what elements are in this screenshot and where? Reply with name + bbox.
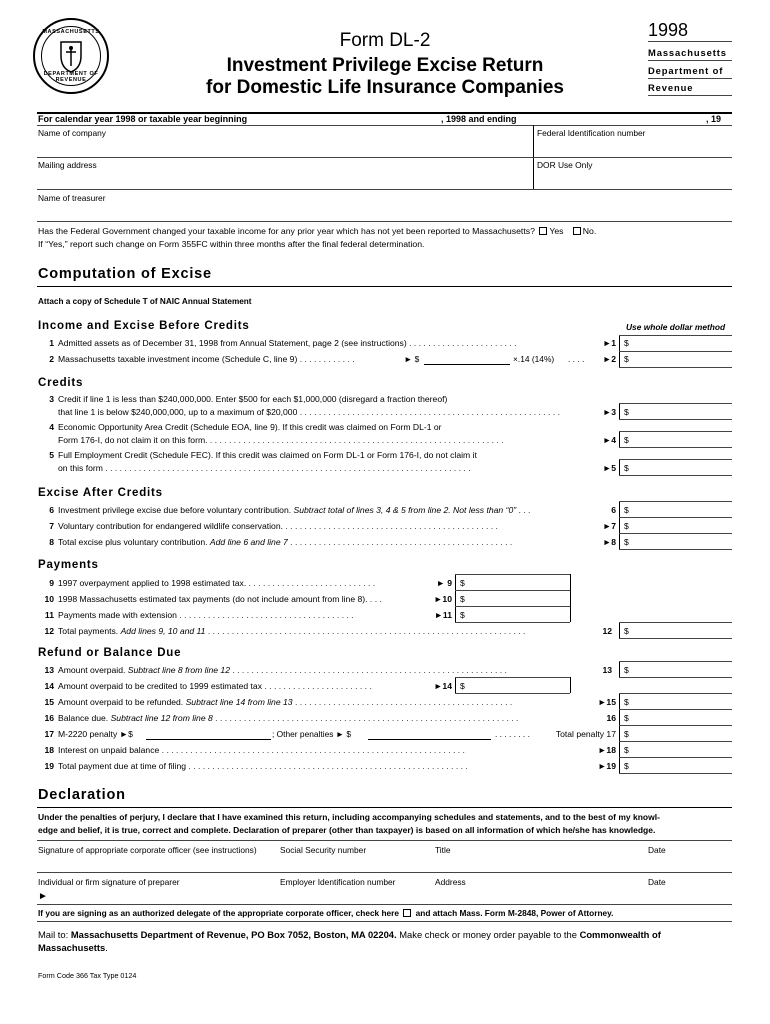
federal-change-no-checkbox[interactable] (573, 227, 581, 235)
line-11: 11 Payments made with extension . . . . . . . . . . . . . . . . . . . . . . . . . . . . . . . . . . . . . (44, 610, 354, 620)
line-16-amount-field[interactable] (642, 710, 730, 724)
m2220-penalty-field[interactable] (146, 739, 271, 740)
line-4-amount-field[interactable] (642, 432, 730, 446)
ein-label: Employer Identification number (280, 877, 396, 887)
income-section-heading: Income and Excise Before Credits (38, 320, 250, 332)
line-8: 8 Total excise plus voluntary contribution. Add line 6 and line 7 . . . . . . . . . . . . . . . . . . . . . . . . . . . . . . . . . . . . . . . . . . . . . . . (49, 537, 513, 547)
form-code: Form Code 366 Tax Type 0124 (38, 971, 137, 980)
dor-line-1: Massachusetts (648, 47, 727, 58)
line-9-amount-field[interactable] (476, 575, 568, 589)
computation-heading: Computation of Excise (38, 266, 212, 282)
seal-top-text: MASSACHUSETTS (42, 29, 100, 35)
mail-to-line-2: Massachusetts. (38, 942, 108, 953)
line-1-dollar: $ (624, 338, 629, 348)
title-label: Title (435, 845, 451, 855)
line-2-amount-field[interactable] (642, 352, 730, 366)
line-10-dollar: $ (460, 594, 465, 604)
line-18: 18 Interest on unpaid balance . . . . . . . . . . . . . . . . . . . . . . . . . . . . . . . . . . . . . . . . . . . . . . . . . . . . . . . . . . . . . . . . (44, 745, 465, 755)
line-12-amount-field[interactable] (642, 623, 730, 637)
whole-dollar-note: Use whole dollar method (626, 322, 726, 332)
total-penalty-dots: . . . . . . . . (495, 729, 530, 739)
line-6-amount-field[interactable] (642, 502, 730, 516)
seal-bottom-text: DEPARTMENT OF REVENUE (43, 71, 99, 83)
form-title-line1: Investment Privilege Excise Return (226, 55, 544, 76)
sign-arrow-icon: ► (38, 891, 48, 902)
line-3b: that line 1 is below $240,000,000, up to a maximum of $20,000 . . . . . . . . . . . . . . . . . . . . . . . . . . . . . . . . . . . . . . . . . . . . . . . . . . . . . . . (58, 407, 560, 417)
dor-line-3: Revenue (648, 82, 694, 93)
tax-year: 1998 (648, 20, 689, 40)
line-6: 6 Investment privilege excise due before voluntary contribution. Subtract total of lines 3, 4 & 5 from line 2. Not less than “0” . . . (49, 505, 531, 515)
credits-heading: Credits (38, 377, 84, 389)
line-5-ref: ►5 (602, 463, 616, 473)
line-13-ref: 13 (602, 665, 612, 675)
federal-change-question: Has the Federal Government changed your taxable income for any prior year which has not yet been reported to Massachusetts? Yes No. (38, 226, 597, 236)
line-16-ref: 16 (606, 713, 616, 723)
line-9-dollar: $ (460, 578, 465, 588)
line-10-ref: ►10 (433, 594, 452, 604)
line-11-amount-field[interactable] (476, 607, 568, 621)
mailing-address-label: Mailing address (38, 160, 97, 170)
line-2-dollar: $ (624, 354, 629, 364)
line-8-amount-field[interactable] (642, 534, 730, 548)
line-7-amount-field[interactable] (642, 518, 730, 532)
line-19-dollar: $ (624, 761, 629, 771)
line-13-dollar: $ (624, 665, 629, 675)
line-5-amount-field[interactable] (642, 460, 730, 474)
line-4-ref: ►4 (602, 435, 616, 445)
date-label-1: Date (648, 845, 666, 855)
line-1-ref: ►1 (602, 338, 616, 348)
preparer-signature-label: Individual or firm signature of preparer (38, 877, 180, 887)
line-15: 15 Amount overpaid to be refunded. Subtract line 14 from line 13 . . . . . . . . . . . . . . . . . . . . . . . . . . . . . . . . . . . . . . . . . . . . . . (44, 697, 513, 707)
ssn-label: Social Security number (280, 845, 367, 855)
line-2: 2 Massachusetts taxable investment income (Schedule C, line 9) . . . . . . . . . . . . (49, 354, 355, 364)
line-13: 13 Amount overpaid. Subtract line 8 from line 12 . . . . . . . . . . . . . . . . . . . . . . . . . . . . . . . . . . . . . . . . . . . . . . . . . . . . . . . . . . (44, 665, 507, 675)
line-5b: on this form . . . . . . . . . . . . . . . . . . . . . . . . . . . . . . . . . . . . . . . . . . . . . . . . . . . . . . . . . . . . . . . . . . . . . . . . . . . . . (58, 463, 471, 473)
form-title-line2: for Domestic Life Insurance Companies (206, 77, 564, 98)
payments-heading: Payments (38, 559, 99, 571)
address-label: Address (435, 877, 466, 887)
declaration-text-1: Under the penalties of perjury, I declare that I have examined this return, including accompanying schedules and statements, and to the best of my knowl- (38, 812, 660, 822)
line-4a: 4 Economic Opportunity Area Credit (Schedule EOA, line 9). If this credit was claimed on Form DL-1 or (49, 422, 442, 432)
line-10: 10 1998 Massachusetts estimated tax payments (do not include amount from line 8). . . . (44, 594, 382, 604)
delegate-note: If you are signing as an authorized delegate of the appropriate corporate officer, check here and attach Mass. Form M-2848, Power of Attorney. (38, 908, 614, 918)
line-7: 7 Voluntary contribution for endangered wildlife conservation. . . . . . . . . . . . . . . . . . . . . . . . . . . . . . . . . . . . . . . . . . . . . . (49, 521, 498, 531)
line-6-ref: 6 (611, 505, 616, 515)
form-number: Form DL-2 (339, 30, 431, 51)
line-2-rate: ×.14 (14%) (513, 354, 555, 364)
line-17-dollar: $ (624, 729, 629, 739)
line-11-dollar: $ (460, 610, 465, 620)
line-15-ref: ►15 (597, 697, 616, 707)
line-4-dollar: $ (624, 435, 629, 445)
line-15-amount-field[interactable] (642, 694, 730, 708)
company-name-label: Name of company (38, 128, 106, 138)
total-penalty-label: Total penalty 17 (555, 729, 616, 739)
line-3-amount-field[interactable] (642, 404, 730, 418)
line-12-dollar: $ (624, 626, 629, 636)
line-17-amount-field[interactable] (642, 726, 730, 740)
line-2-income-field[interactable] (424, 364, 510, 365)
line-10-amount-field[interactable] (476, 591, 568, 605)
declaration-text-2: edge and belief, it is true, correct and complete. Declaration of preparer (other than taxpayer) is based on all information of which he/she has knowledge. (38, 825, 656, 835)
delegate-checkbox[interactable] (403, 909, 411, 917)
line-2-dots: . . . . (568, 354, 585, 364)
line-12-ref: 12 (602, 626, 612, 636)
treasurer-label: Name of treasurer (38, 193, 106, 203)
line-7-ref: ►7 (602, 521, 616, 531)
line-14-amount-field[interactable] (476, 678, 568, 692)
line-19: 19 Total payment due at time of filing . . . . . . . . . . . . . . . . . . . . . . . . . . . . . . . . . . . . . . . . . . . . . . . . . . . . . . . . . . . (44, 761, 468, 771)
refund-heading: Refund or Balance Due (38, 647, 182, 659)
dor-line-2: Department of (648, 65, 724, 76)
line-14-dollar: $ (460, 681, 465, 691)
line-11-ref: ►11 (434, 610, 452, 620)
line-5a: 5 Full Employment Credit (Schedule FEC). If this credit was claimed on Form DL-1 or Form 176-I, do not claim it (49, 450, 477, 460)
line-2-mid: ► $ (404, 354, 420, 364)
line-4b: Form 176-I, do not claim it on this form. . . . . . . . . . . . . . . . . . . . . . . . . . . . . . . . . . . . . . . . . . . . . . . . . . . . . . . . . . . . . . . (58, 435, 504, 445)
line-2-ref: ►2 (602, 354, 616, 364)
line-19-ref: ►19 (597, 761, 616, 771)
line-3a: 3 Credit if line 1 is less than $240,000,000. Enter $500 for each $1,000,000 (disregard a fraction thereof) (49, 394, 448, 404)
line-7-dollar: $ (624, 521, 629, 531)
line-17: 17 M-2220 penalty ►$ (44, 729, 133, 739)
federal-change-yes-checkbox[interactable] (539, 227, 547, 235)
date-label-2: Date (648, 877, 666, 887)
line-8-ref: ►8 (602, 537, 616, 547)
line-3-ref: ►3 (602, 407, 616, 417)
line-6-dollar: $ (624, 505, 629, 515)
federal-change-note: If “Yes,” report such change on Form 355FC within three months after the final federal determination. (38, 239, 425, 249)
line-1: 1 Admitted assets as of December 31, 1998 from Annual Statement, page 2 (see instructions) . . . . . . . . . . . . . . . . . . . . . . . (49, 338, 517, 348)
declaration-heading: Declaration (38, 787, 126, 803)
massachusetts-seal (33, 18, 109, 94)
line-14-ref: ►14 (433, 681, 452, 691)
line-5-dollar: $ (624, 463, 629, 473)
line-3-dollar: $ (624, 407, 629, 417)
line-13-amount-field[interactable] (642, 662, 730, 676)
line-1-amount-field[interactable] (642, 336, 730, 350)
line-18-ref: ►18 (597, 745, 616, 755)
line-18-amount-field[interactable] (642, 742, 730, 756)
other-penalties-label: ; Other penalties ► $ (272, 729, 352, 739)
line-14: 14 Amount overpaid to be credited to 1999 estimated tax . . . . . . . . . . . . . . . . . . . . . . . (44, 681, 372, 691)
other-penalties-field[interactable] (368, 739, 491, 740)
line-18-dollar: $ (624, 745, 629, 755)
attach-schedule-note: Attach a copy of Schedule T of NAIC Annual Statement (38, 297, 252, 306)
mail-to-line: Mail to: Massachusetts Department of Revenue, PO Box 7052, Boston, MA 02204. Make check or money order payable to the Commonwealth of (38, 929, 661, 940)
nineteen-label: , 19 (706, 114, 722, 124)
line-16: 16 Balance due. Subtract line 12 from line 8 . . . . . . . . . . . . . . . . . . . . . . . . . . . . . . . . . . . . . . . . . . . . . . . . . . . . . . . . . . . . . . . . (44, 713, 519, 723)
line-16-dollar: $ (624, 713, 629, 723)
officer-signature-label: Signature of appropriate corporate officer (see instructions) (38, 845, 257, 855)
excise-after-heading: Excise After Credits (38, 487, 163, 499)
dor-use-label: DOR Use Only (537, 160, 593, 170)
line-15-dollar: $ (624, 697, 629, 707)
fein-label: Federal Identification number (537, 128, 646, 138)
line-9: 9 1997 overpayment applied to 1998 estimated tax. . . . . . . . . . . . . . . . . . . . . . . . . . . . (49, 578, 376, 588)
line-8-dollar: $ (624, 537, 629, 547)
line-9-ref: ► 9 (436, 578, 452, 588)
line-12: 12 Total payments. Add lines 9, 10 and 11 . . . . . . . . . . . . . . . . . . . . . . . . . . . . . . . . . . . . . . . . . . . . . . . . . . . . . . . . . . . . . . . . . . . (44, 626, 526, 636)
calendar-year-label: For calendar year 1998 or taxable year beginning (38, 114, 248, 124)
officer-signature-row[interactable] (38, 856, 732, 871)
year-ending-label: , 1998 and ending (441, 114, 517, 124)
line-19-amount-field[interactable] (642, 758, 730, 772)
